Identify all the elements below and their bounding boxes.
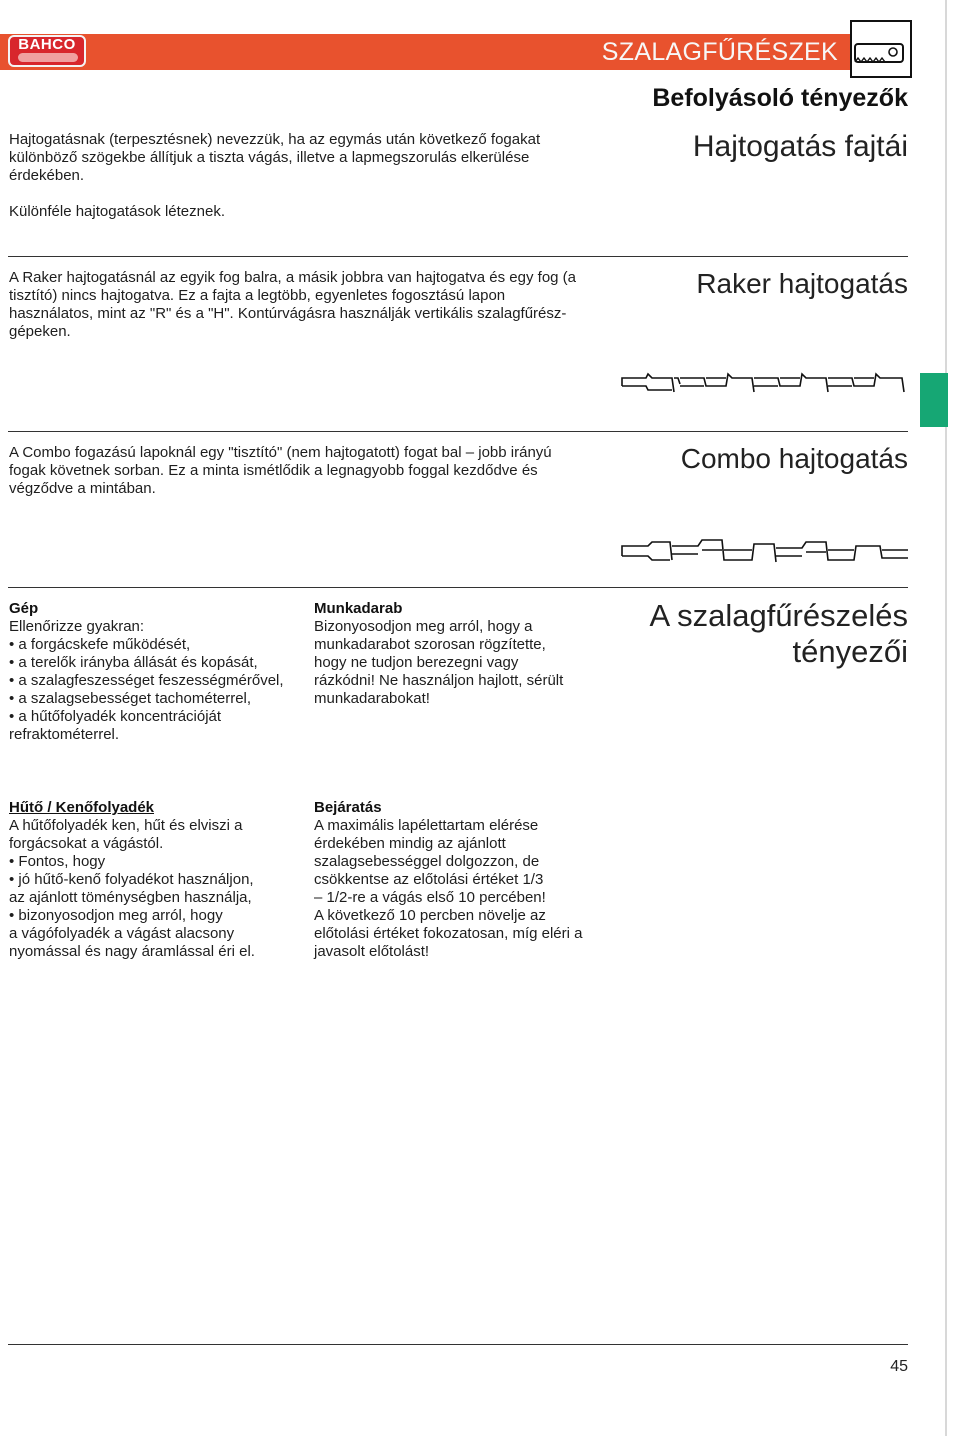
factors-title bbox=[600, 598, 908, 670]
machine-column bbox=[9, 600, 304, 744]
machine-line: • a szalagfeszességet feszességmérővel, bbox=[9, 672, 284, 689]
running-in-line: érdekében mindig az ajánlott bbox=[314, 835, 506, 852]
coolant-line: • jó hűtő-kenő folyadékot használjon, bbox=[9, 871, 254, 888]
running-in-line: – 1/2-re a vágás első 10 percében! bbox=[314, 889, 546, 906]
intro-title: Hajtogatás fajtái bbox=[692, 130, 908, 163]
coolant-line: • bizonyosodjon meg arról, hogy bbox=[9, 907, 223, 924]
footer-divider bbox=[8, 1344, 908, 1345]
workpiece-column bbox=[314, 600, 604, 708]
saw-blade-icon bbox=[853, 40, 907, 68]
machine-line: refraktométerrel. bbox=[9, 726, 120, 743]
section-tab bbox=[920, 373, 948, 427]
machine-line: Ellenőrizze gyakran: bbox=[9, 618, 145, 635]
page-number: 45 bbox=[890, 1358, 908, 1375]
machine-line: • a szalagsebességet tachométerrel, bbox=[9, 690, 252, 707]
logo-fish-icon bbox=[18, 53, 78, 62]
coolant-line: a vágófolyadék a vágást alacsony bbox=[9, 925, 235, 942]
workpiece-line: munkadarabot szorosan rögzítette, bbox=[314, 636, 546, 653]
running-in-line: javasolt előtolást! bbox=[314, 943, 430, 960]
category-title: SZALAGFŰRÉSZEK bbox=[601, 38, 838, 66]
running-in-line: szalagsebességgel dolgozzon, de bbox=[314, 853, 540, 870]
machine-line: • a terelők irányba állását és kopását, bbox=[9, 654, 258, 671]
workpiece-line: munkadarabokat! bbox=[314, 690, 430, 707]
coolant-line: A hűtőfolyadék ken, hűt és elviszi a bbox=[9, 817, 243, 834]
coolant-line: • Fontos, hogy bbox=[9, 853, 106, 870]
coolant-line: forgácsokat a vágástól. bbox=[9, 835, 164, 852]
logo-text: BAHCO bbox=[18, 36, 76, 53]
section-divider bbox=[8, 256, 908, 257]
running-in-line: A maximális lapélettartam elérése bbox=[314, 817, 539, 834]
raker-teeth-diagram bbox=[618, 366, 910, 396]
running-in-line: A következő 10 percben növelje az bbox=[314, 907, 546, 924]
factors-title-line2: tényezői bbox=[792, 634, 908, 669]
factors-title-line1: A szalagfűrészelés bbox=[649, 598, 908, 633]
machine-line: • a forgácskefe működését, bbox=[9, 636, 191, 653]
raker-title: Raker hajtogatás bbox=[696, 268, 908, 299]
coolant-heading: Hűtő / Kenőfolyadék bbox=[9, 799, 155, 816]
machine-line: • a hűtőfolyadék koncentrációját bbox=[9, 708, 222, 725]
workpiece-line: Bizonyosodjon meg arról, hogy a bbox=[314, 618, 533, 635]
coolant-line: nyomással és nagy áramlással éri el. bbox=[9, 943, 255, 960]
workpiece-line: hogy ne tudjon berezegni vagy bbox=[314, 654, 519, 671]
workpiece-line: rázkódni! Ne használjon hajlott, sérült bbox=[314, 672, 564, 689]
running-in-column bbox=[314, 799, 614, 961]
running-in-heading: Bejáratás bbox=[314, 799, 382, 816]
intro-note: Különféle hajtogatások léteznek. bbox=[9, 203, 225, 220]
running-in-line: előtolási értéket fokozatosan, míg eléri a bbox=[314, 925, 583, 942]
combo-teeth-diagram bbox=[618, 536, 910, 566]
raker-paragraph: A Raker hajtogatásnál az egyik fog balra, a másik jobbra van hajtogatva és egy fog (a tisztító) nincs hajtogatva. Ez a fajta a legtöbb, egyenletes fogosztású lapon használatos, mint az "R" és a "H". Kontúrvágásra használják vertikális szalagfűrész-gépeken. bbox=[9, 269, 577, 340]
page-subtitle: Befolyásoló tényezők bbox=[652, 84, 908, 112]
coolant-column bbox=[9, 799, 304, 961]
machine-heading: Gép bbox=[9, 600, 39, 617]
intro-paragraph: Hajtogatásnak (terpesztésnek) nevezzük, ha az egymás után következő fogakat különböző szögekbe állítjuk a tiszta vágás, illetve a lapmegszorulás elkerülése érdekében. bbox=[9, 131, 541, 184]
page-edge-line bbox=[945, 0, 947, 1436]
section-divider bbox=[8, 431, 908, 432]
section-divider bbox=[8, 587, 908, 588]
workpiece-heading: Munkadarab bbox=[314, 600, 403, 617]
combo-title: Combo hajtogatás bbox=[680, 443, 908, 474]
coolant-line: az ajánlott töménységben használja, bbox=[9, 889, 252, 906]
running-in-line: csökkentse az előtolási értéket 1/3 bbox=[314, 871, 544, 888]
combo-paragraph: A Combo fogazású lapoknál egy "tisztító" (nem hajtogatott) fogat bal – jobb irányú fogak követnek sorban. Ez a minta ismétlődik a legnagyobb foggal kezdődve és végződve a mintában. bbox=[9, 444, 552, 497]
